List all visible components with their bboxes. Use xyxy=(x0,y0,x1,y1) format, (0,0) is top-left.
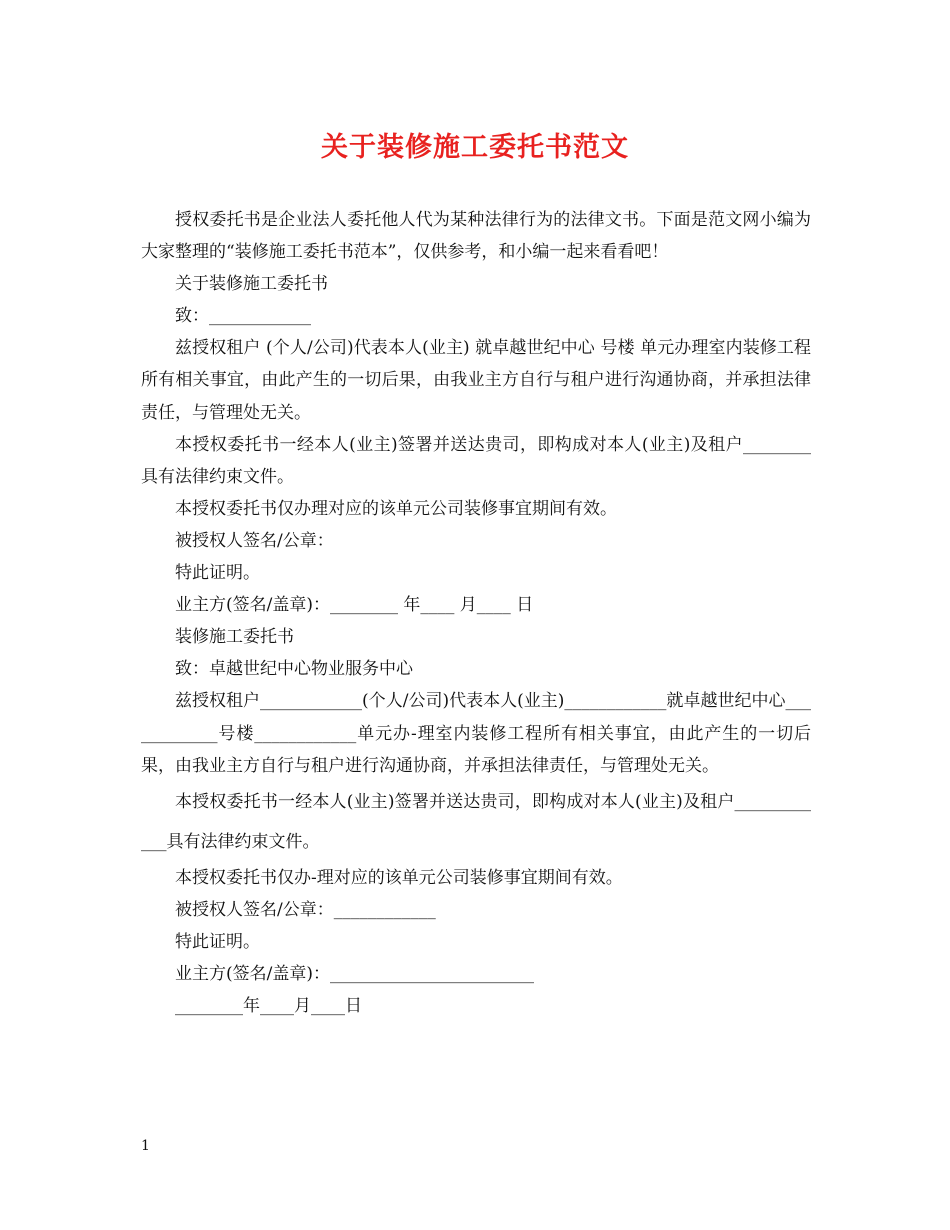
date-line: ________年____月____日 xyxy=(175,996,362,1017)
intro-paragraph: 授权委托书是企业法人委托他人代为某种法律行为的法律文书。下面是范文网小编为大家整理的“装修施工委托书范本”，仅供参考，和小编一起来看看吧！ xyxy=(141,210,811,263)
validity-paragraph-1: 本授权委托书仅办理对应的该单元公司装修事宜期间有效。 xyxy=(175,498,617,519)
binding-paragraph-2: 本授权委托书一经本人(业主)签署并送达贵司，即构成对本人(业主)及租户____________具有法律约束文件。 xyxy=(141,791,811,852)
binding-paragraph-1: 本授权委托书一经本人(业主)签署并送达贵司，即构成对本人(业主)及租户________具有法律约束文件。 xyxy=(141,434,811,487)
section-heading-2: 装修施工委托书 xyxy=(175,627,294,648)
authorization-paragraph-2: 兹授权租户____________(个人/公司)代表本人(业主)____________就卓越世纪中心____________号楼____________单元办-理室内装修工程所有相关事宜，由此产生的一切后果，由我业主方自行与租户进行沟通协商，并承担法律责任，与管理处无关。 xyxy=(141,691,811,776)
validity-paragraph-2: 本授权委托书仅办-理对应的该单元公司装修事宜期间有效。 xyxy=(175,867,623,888)
document-body xyxy=(141,204,811,1022)
authorization-paragraph-1: 兹授权租户 (个人/公司)代表本人(业主) 就卓越世纪中心 号楼 单元办理室内装修工程所有相关事宜，由此产生的一切后果，由我业主方自行与租户进行沟通协商，并承担法律责任，与管理处无关。 xyxy=(141,338,811,423)
owner-signature-line-1: 业主方(签名/盖章)：________ 年____ 月____ 日 xyxy=(175,595,534,616)
certification-line-2: 特此证明。 xyxy=(175,931,260,952)
certification-line-1: 特此证明。 xyxy=(175,563,260,584)
signature-line-2: 被授权人签名/公章：____________ xyxy=(175,899,436,920)
page-number: 1 xyxy=(141,1138,150,1154)
owner-signature-line-2: 业主方(签名/盖章)：________________________ xyxy=(175,963,534,984)
document-title: 关于装修施工委托书范文 xyxy=(321,132,629,163)
addressee-line-1: 致：____________ xyxy=(175,306,311,327)
section-heading-1: 关于装修施工委托书 xyxy=(175,274,328,295)
signature-line-1: 被授权人签名/公章： xyxy=(175,530,334,551)
addressee-line-2: 致：卓越世纪中心物业服务中心 xyxy=(175,659,413,680)
